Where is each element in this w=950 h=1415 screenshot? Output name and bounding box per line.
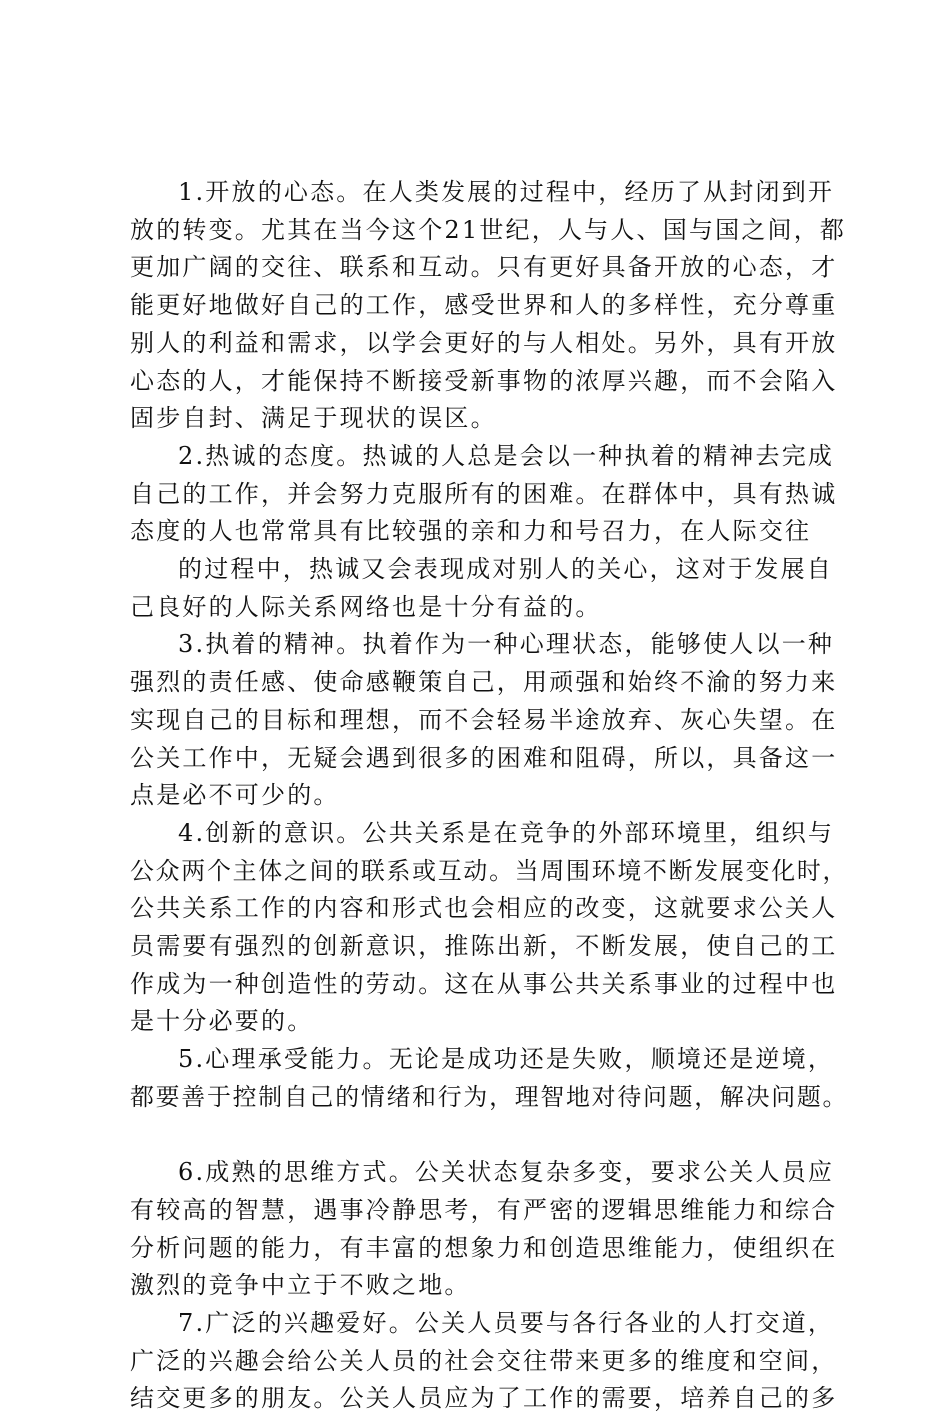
paragraph-2-line-5: 己良好的人际关系网络也是十分有益的。 <box>130 592 602 621</box>
paragraph-4-line-3: 公共关系工作的内容和形式也会相应的改变，这就要求公关人 <box>130 894 838 923</box>
paragraph-7-line-1: 7.广泛的兴趣爱好。公关人员要与各行各业的人打交道， <box>178 1309 835 1337</box>
paragraph-1-line-2: 放的转变。尤其在当今这个21世纪，人与人、国与国之间，都 <box>130 215 847 244</box>
paragraph-7-line-2: 广泛的兴趣会给公关人员的社会交往带来更多的维度和空间， <box>130 1346 838 1375</box>
paragraph-4-line-6: 是十分必要的。 <box>130 1007 314 1036</box>
paragraph-4-line-1: 4.创新的意识。公共关系是在竞争的外部环境里，组织与 <box>178 818 835 847</box>
paragraph-6-line-4: 激烈的竞争中立于不败之地。 <box>130 1271 471 1300</box>
paragraph-1-line-3: 更加广阔的交往、联系和互动。只有更好具备开放的心态，才 <box>130 253 838 282</box>
paragraph-4-line-4: 员需要有强烈的创新意识，推陈出新，不断发展，使自己的工 <box>130 932 838 960</box>
paragraph-3-line-2: 强烈的责任感、使命感鞭策自己，用顽强和始终不渝的努力来 <box>130 668 838 697</box>
paragraph-6-line-2: 有较高的智慧，遇事冷静思考，有严密的逻辑思维能力和综合 <box>130 1195 838 1224</box>
paragraph-2-line-1: 2.热诚的态度。热诚的人总是会以一种执着的精神去完成 <box>178 441 835 470</box>
paragraph-1-line-6: 心态的人，才能保持不断接受新事物的浓厚兴趣，而不会陷入 <box>130 366 838 395</box>
paragraph-3-line-1: 3.执着的精神。执着作为一种心理状态，能够使人以一种 <box>178 630 835 659</box>
paragraph-5-line-1: 5.心理承受能力。无论是成功还是失败，顺境还是逆境， <box>178 1045 835 1074</box>
paragraph-6-line-1: 6.成熟的思维方式。公关状态复杂多变，要求公关人员应 <box>178 1158 835 1187</box>
paragraph-2-line-2: 自己的工作，并会努力克服所有的困难。在群体中，具有热诚 <box>130 479 838 508</box>
paragraph-1-line-7: 固步自封、满足于现状的误区。 <box>130 404 497 433</box>
paragraph-1-line-1: 1.开放的心态。在人类发展的过程中，经历了从封闭到开 <box>178 178 835 206</box>
paragraph-1-line-4: 能更好地做好自己的工作，感受世界和人的多样性，充分尊重 <box>130 291 838 320</box>
paragraph-3-line-4: 公关工作中，无疑会遇到很多的困难和阻碍，所以，具备这一 <box>130 743 838 772</box>
paragraph-3-line-3: 实现自己的目标和理想，而不会轻易半途放弃、灰心失望。在 <box>130 705 838 734</box>
paragraph-4-line-2: 公众两个主体之间的联系或互动。当周围环境不断发展变化时， <box>130 856 849 885</box>
paragraph-1-line-5: 别人的利益和需求，以学会更好的与人相处。另外，具有开放 <box>130 328 838 357</box>
paragraph-6-line-3: 分析问题的能力，有丰富的想象力和创造思维能力，使组织在 <box>130 1233 838 1262</box>
paragraph-2-line-4: 的过程中，热诚又会表现成对别人的关心，这对于发展自 <box>178 555 833 583</box>
paragraph-3-line-5: 点是必不可少的。 <box>130 781 340 810</box>
paragraph-4-line-5: 作成为一种创造性的劳动。这在从事公共关系事业的过程中也 <box>130 969 838 998</box>
paragraph-2-line-3: 态度的人也常常具有比较强的亲和力和号召力，在人际交往 <box>130 517 812 546</box>
paragraph-5-line-2: 都要善于控制自己的情绪和行为，理智地对待问题，解决问题。 <box>130 1082 849 1111</box>
paragraph-7-line-3: 结交更多的朋友。公关人员应为了工作的需要，培养自己的多 <box>130 1384 838 1413</box>
